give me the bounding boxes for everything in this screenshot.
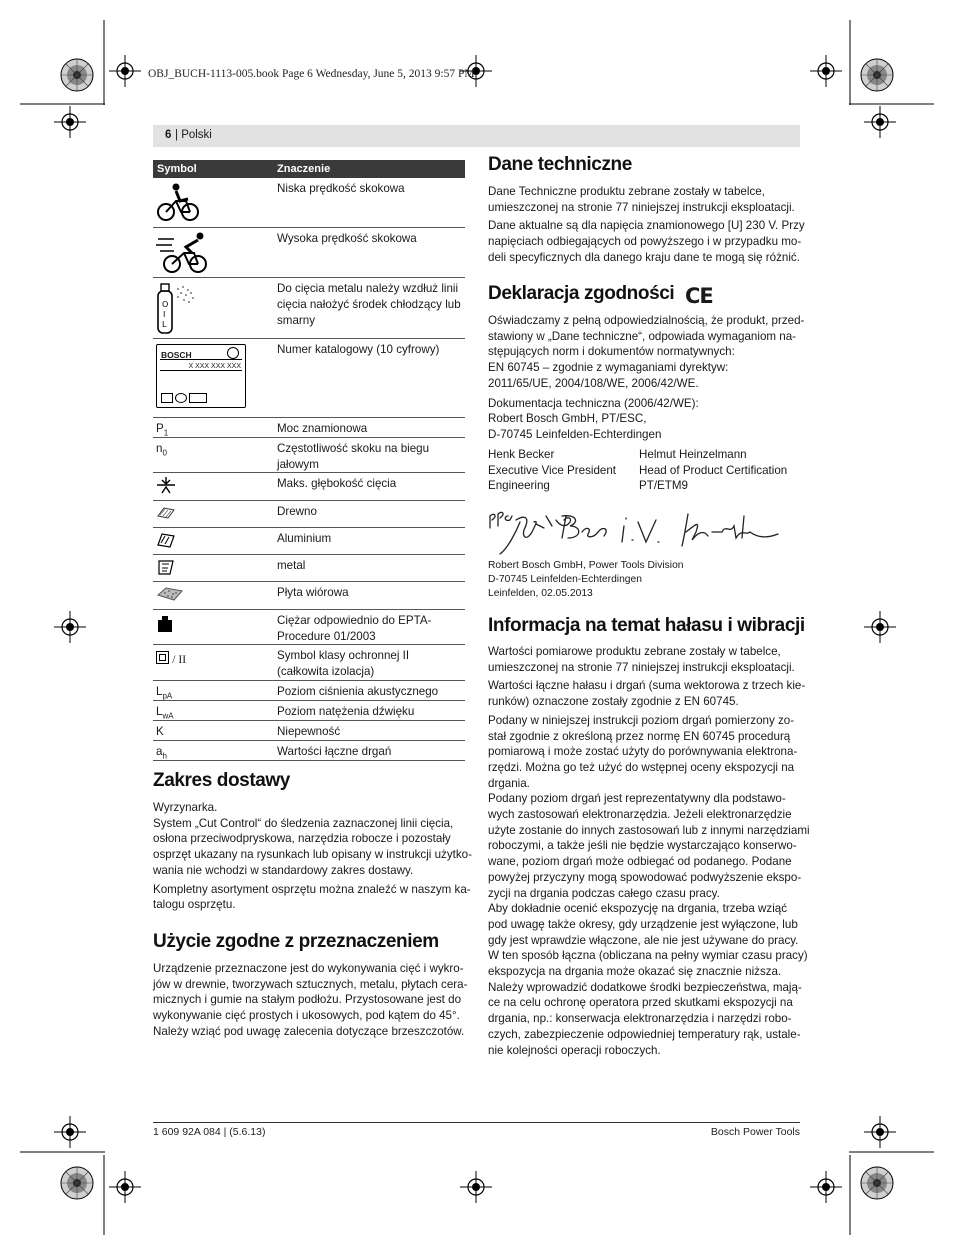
nameplate-code: X XXX XXX XXX [188,363,241,370]
row-symbol: $a_h$ [156,745,167,761]
language-label: Polski [181,129,212,141]
table-row [153,528,465,555]
table-row [153,555,465,582]
table-row [153,228,465,278]
symbol-table [153,160,465,761]
row-meaning: Płyta wiórowa [277,586,349,599]
row-meaning: Poziom natężenia dźwięku [277,705,415,718]
uzycie-text: Urządzenie przeznaczone jest do wykonywania cięć i wykro- jów w drewnie, tworzywach sztucznych, metalu, płytach cera- micznych i gumie na stałym podłożu. Przystosowane jest do wykonywanie cięć prostych i ukosowych, pod kątem do 45°. Należy wziąć pod uwagę zalecenia dotyczące brzeszczotów. [153,962,468,1038]
row-symbol: $L_{wA}$ [156,705,174,721]
table-row [153,473,465,501]
col-meaning-header: Znaczenie [277,163,331,175]
table-row [153,339,465,418]
table-row [153,501,465,528]
circle-icon [175,393,187,403]
table-row [153,645,465,681]
table-row [153,178,465,228]
table-row [153,741,465,761]
table-row [153,582,465,610]
row-meaning: Do cięcia metalu należy wzdłuż linii cięcia nałożyć środek chłodzący lub smarny [277,282,461,327]
deklaracja-text: Oświadczamy z pełną odpowiedzialnością, że produkt, przed- stawiony w „Dane techniczne“, odpowiada wymaganiom na- stępujących norm i dokumentów normatywnych: EN 60745 – zgodnie z wymaganiami dyrektyw: 2011/65/UE, 2004/108/WE, 2006/42/WE. Dokumentacja techniczna (2006/42/WE): Robert Bosch GmbH, PT/ESC, D-70745 Leinfelden-Echterdingen [488,314,805,441]
svg-text:I: I [163,310,166,319]
row-meaning: Wartości łączne drgań [277,745,392,758]
chipboard-icon [156,585,184,608]
rectangle-icon [189,393,207,403]
row-meaning: Aluminium [277,532,332,545]
row-meaning: Symbol klasy ochronnej II (całkowita izolacja) [277,649,410,678]
table-row [153,610,465,645]
dane-title: Dane techniczne [488,154,632,175]
header-language: | Polski [175,129,212,141]
row-meaning: Wysoka prędkość skokowa [277,232,417,245]
dane-text: Dane Techniczne produktu zebrane zostały w tabelce, umieszczonej na stronie 77 niniejszej instrukcji eksploatacji. Dane aktualne są dla napięcia znamionowego [U] 230 V. Przy napięciach odbiegających od powyższego i w przypadku mo- deli specyficznych dla danego kraju dane te mogą się różnić. [488,185,805,264]
table-row [153,438,465,473]
footer-left: 1 609 92A 084 | (5.6.13) [153,1126,266,1138]
row-meaning: Moc znamionowa [277,422,368,435]
high-speed-cyclist-icon [156,231,212,280]
max-cut-depth-icon [156,476,176,499]
row-symbol: $L_{pA}$ [156,685,173,701]
row-meaning: metal [277,559,306,572]
aluminium-icon [156,531,176,554]
row-meaning: Ciężar odpowiednio do EPTA-Procedure 01/2003 [277,614,432,643]
row-symbol: $P_1$ [156,422,169,438]
col-symbol-header: Symbol [157,163,197,175]
uzycie-title: Użycie zgodne z przeznaczeniem [153,931,439,952]
zakres-title: Zakres dostawy [153,770,290,791]
footer-rule [153,1122,800,1123]
row-meaning: Poziom ciśnienia akustycznego [277,685,439,698]
row-meaning: Drewno [277,505,317,518]
table-header [153,160,465,178]
svg-text:L: L [162,320,167,329]
nameplate-brand: BOSCH [161,350,192,360]
table-row [153,681,465,701]
signer-left: Henk Becker Executive Vice President Engineering [488,448,617,493]
nameplate-icon [156,344,246,408]
file-info: OBJ_BUCH-1113-005.book Page 6 Wednesday, June 5, 2013 9:57 PM [148,68,475,80]
table-row [153,278,465,339]
low-speed-cyclist-icon [156,181,202,228]
table-row [153,418,465,438]
page-header [153,125,800,147]
oil-spray-icon [156,281,202,340]
row-meaning: Numer katalogowy (10 cyfrowy) [277,343,440,356]
protection-class-icon: / II [156,651,186,668]
zakres-text: Wyrzynarka. System „Cut Control“ do śledzenia zaznaczonej linii cięcia, osłona przeciwodpryskowa, narzędzia robocze i pozostały osprzęt ukazany na rysunkach lub opisany w instrukcji użytko- wania nie wchodzi w standardowy zakres dostawy. Kompletny asortyment osprzętu można znaleźć w naszym ka- talogu osprzętu. [153,801,472,912]
svg-text:O: O [162,300,169,309]
row-meaning: Częstotliwość skoku na biegu jałowym [277,442,430,471]
signer-right: Helmut Heinzelmann Head of Product Certification PT/ETM9 [639,448,788,493]
bosch-logo-icon [227,347,239,359]
deklaracja-title: Deklaracja zgodności [488,283,675,304]
signature-image [486,502,786,558]
weight-icon [156,615,174,638]
row-symbol: $n_0$ [156,442,167,458]
footer-right: Bosch Power Tools [710,1126,800,1138]
ce-mark-icon: CE [685,284,713,308]
halas-title: Informacja na temat hałasu i wibracji [488,615,805,636]
table-row [153,701,465,721]
table-row [153,721,465,741]
wood-icon [156,504,176,527]
halas-text: Wartości pomiarowe produktu zebrane zostały w tabelce, umieszczonej na stronie 77 niniejszej instrukcji eksploatacji. Wartości łączne hałasu i drgań (suma wektorowa z trzech kie- runków) oznaczone zostały zgodnie z EN 60745. Podany w niniejszej instrukcji poziom drgań pomierzony zo- stał zgodnie z określoną przez normę EN 60745 procedurą pomiarową i może zostać użyty do porównywania elektrona- rzędzi. Można go też użyć do wstępnej oceny ekspozycji na drgania. Podany poziom drgań jest reprezentatywny dla podstawo- wych zastosowań elektronarzędzia. Jeżeli elektronarzędzie użyte zostanie do innych zastosowań lub z innymi narzędziami roboczymi, a także jeśli nie będzie wystarczająco konserwo- wane, poziom drgań może odbiegać od podanego. Podane powyżej przyczyny mogą spowodować podwyższenie ekspo- zycji na drgania podczas całego czasu pracy. Aby dokładnie ocenić ekspozycję na drgania, trzeba wziąć pod uwagę także okresy, gdy urządzenie jest wyłączone, lub gdy jest wprawdzie włączone, ale nie jest używane do pracy. W ten sposób łączna (obliczana na pełny wymiar czasu pracy) ekspozycja na drgania może okazać się znacznie niższa. Należy wprowadzić dodatkowe środki bezpieczeństwa, mają- ce na celu ochronę operatora przed skutkami ekspozycji na drgania, np.: konserwacja elektronarzędzia i narzędzi robo- czych, zabezpieczenie odpowiedniej temperatury rąk, ustale- nie kolejności operacji roboczych. [488,645,810,1057]
metal-icon [156,558,176,581]
row-meaning: Niska prędkość skokowa [277,182,405,195]
row-symbol: K [156,725,164,738]
company-info: Robert Bosch GmbH, Power Tools Division D-70745 Leinfelden-Echterdingen Leinfelden, 02.05.2013 [488,560,684,599]
row-meaning: Maks. głębokość cięcia [277,477,397,490]
square-icon [161,393,173,403]
page-number: 6 [165,129,172,141]
row-meaning: Niepewność [277,725,341,738]
